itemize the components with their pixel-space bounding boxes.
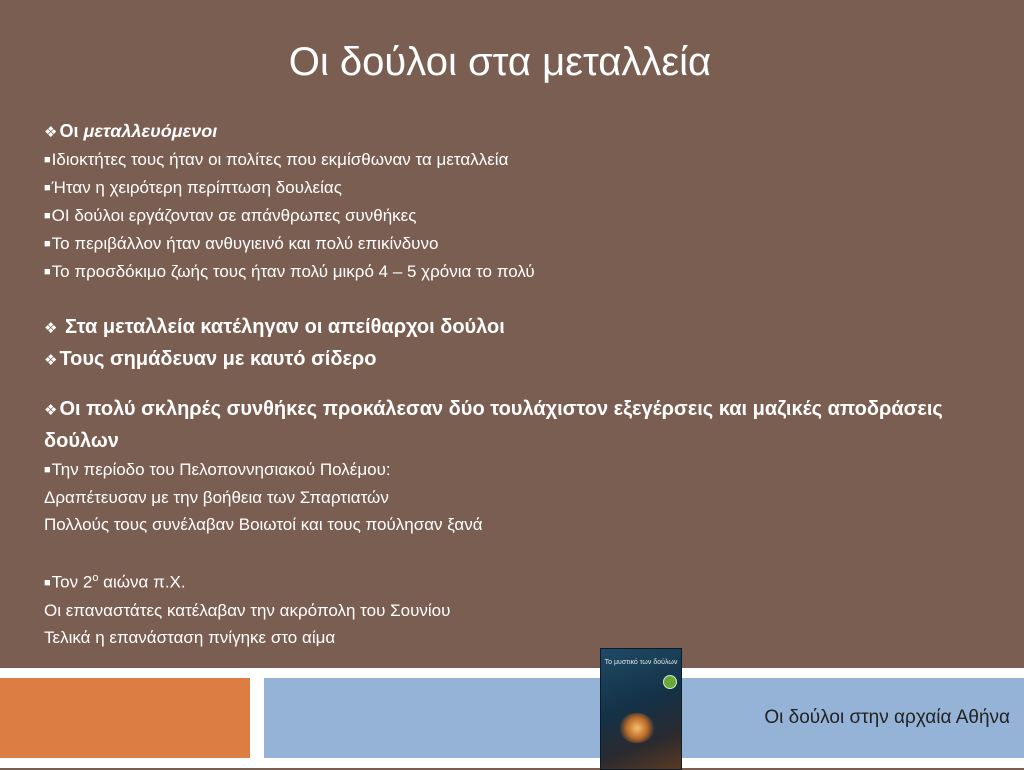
square-bullet-icon: ■ bbox=[44, 182, 51, 194]
section3-sub2-line: Οι επαναστάτες κατέλαβαν την ακρόπολη του Σουνίου bbox=[44, 600, 451, 620]
spacer bbox=[44, 376, 1004, 394]
list-item-text: Το προσδόκιμο ζωής τους ήταν πολύ μικρό 4 – 5 χρόνια το πολύ bbox=[51, 262, 535, 281]
section2-item bbox=[44, 312, 1004, 344]
list-item-text: Ήταν η χειρότερη περίπτωση δουλείας bbox=[51, 178, 342, 197]
section3-sub2-line: Τελικά η επανάσταση πνίγηκε στο αίμα bbox=[44, 627, 336, 647]
square-bullet-icon: ■ bbox=[44, 464, 51, 476]
section3-heading bbox=[44, 394, 1004, 456]
square-bullet-icon: ■ bbox=[44, 210, 51, 222]
spacer bbox=[44, 286, 1004, 312]
spacer bbox=[44, 538, 1004, 565]
footer-caption: Οι δούλοι στην αρχαία Αθήνα bbox=[764, 707, 1010, 728]
list-item-text: Ιδιοκτήτες τους ήταν οι πολίτες που εκμίσθωναν τα μεταλλεία bbox=[51, 150, 509, 169]
square-bullet-icon: ■ bbox=[44, 154, 51, 166]
section3-sub2-bullet bbox=[44, 565, 1004, 597]
section2-item-text: Τους σημάδευαν με καυτό σίδερο bbox=[59, 348, 377, 370]
section2-item-text: Στα μεταλλεία κατέληγαν οι απείθαρχοι δούλοι bbox=[65, 316, 505, 338]
diamond-bullet-icon: ❖ bbox=[44, 402, 58, 419]
section3-sub1-bullet bbox=[44, 456, 1004, 484]
sub2-bullet-suffix: αιώνα π.Χ. bbox=[98, 572, 186, 592]
section1-heading bbox=[44, 118, 1004, 146]
badge-icon bbox=[663, 675, 677, 689]
list-item bbox=[44, 174, 1004, 202]
list-item bbox=[44, 202, 1004, 230]
section1-heading-italic: μεταλλευόμενοι bbox=[83, 121, 218, 141]
footer-orange-block bbox=[0, 678, 250, 758]
section3-heading-text: Οι πολύ σκληρές συνθήκες προκάλεσαν δύο τουλάχιστον εξεγέρσεις και μαζικές αποδράσεις δούλων bbox=[44, 398, 943, 452]
list-item-text: Το περιβάλλον ήταν ανθυγιεινό και πολύ επικίνδυνο bbox=[51, 234, 439, 253]
square-bullet-icon: ■ bbox=[44, 266, 51, 278]
square-bullet-icon: ■ bbox=[44, 238, 51, 250]
list-item-text: ΟΙ δούλοι εργάζονταν σε απάνθρωπες συνθήκες bbox=[51, 206, 417, 225]
section1-heading-prefix: Οι bbox=[59, 121, 84, 141]
sub2-bullet-prefix: Τον 2 bbox=[51, 572, 93, 592]
sub2-bullet-sup: ο bbox=[92, 572, 99, 584]
sub1-bullet-text: Την περίοδο του Πελοποννησιακού Πολέμου: bbox=[51, 460, 391, 479]
diamond-bullet-icon: ❖ bbox=[44, 352, 58, 369]
section3-sub1-line: Δραπέτευσαν με την βοήθεια των Σπαρτιατών bbox=[44, 488, 389, 507]
diamond-bullet-icon: ❖ bbox=[44, 320, 58, 337]
lantern-glow-icon bbox=[619, 713, 655, 743]
list-item bbox=[44, 146, 1004, 174]
section3-sub1-line: Πολλούς τους συνέλαβαν Βοιωτοί και τους πούλησαν ξανά bbox=[44, 515, 483, 534]
list-item bbox=[44, 258, 1004, 286]
diamond-bullet-icon: ❖ bbox=[44, 124, 58, 141]
slide-title: Οι δούλοι στα μεταλλεία bbox=[288, 40, 712, 84]
square-bullet-icon: ■ bbox=[44, 576, 51, 589]
book-cover-image bbox=[600, 648, 682, 770]
list-item bbox=[44, 230, 1004, 258]
section2-item bbox=[44, 344, 1004, 376]
book-cover-title: Το μυστικό των δούλων bbox=[604, 659, 678, 666]
slide-body bbox=[44, 118, 1004, 651]
